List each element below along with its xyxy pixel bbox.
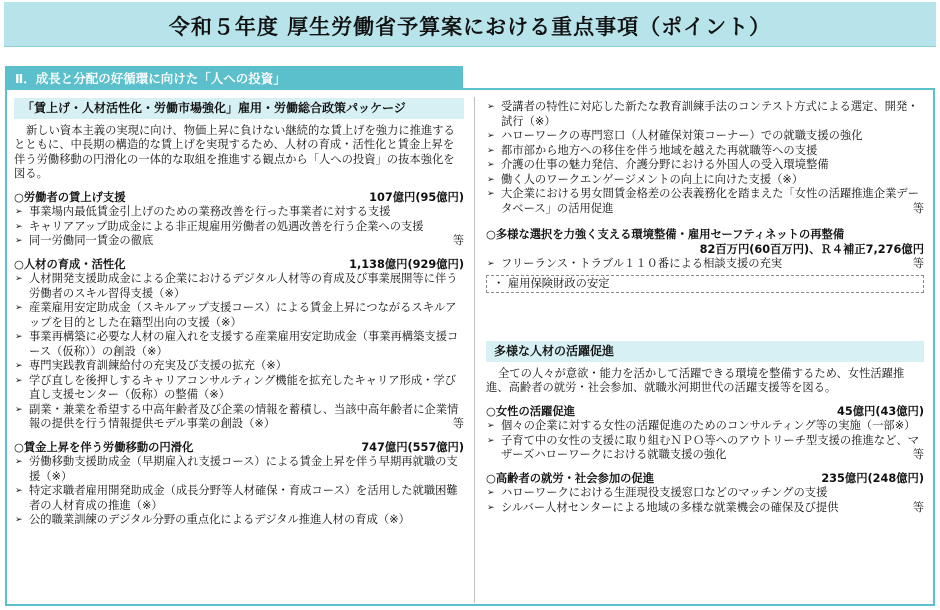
item-title: ○多様な選択を力強く支える環境整備・雇用セーフティネットの再整備 xyxy=(486,228,845,241)
page-title: 令和５年度 厚生労働省予算案における重点事項（ポイント） xyxy=(168,15,772,39)
item-header-training xyxy=(14,258,464,273)
list-item: ➢ ハローワークの専門窓口（人材確保対策コーナー）での就職支援の強化 xyxy=(487,129,863,142)
item-amount: 235億円(248億円) xyxy=(821,471,924,485)
item-list-training xyxy=(14,272,464,432)
arrow-bullet-icon: ➢ xyxy=(487,189,495,199)
item-header-mobility xyxy=(14,441,464,456)
item-amount: 45億円(43億円) xyxy=(837,404,924,418)
list-item: ➢ 事業再構築に必要な人材の雇入れを支援する産業雇用安定助成金（事業再構築支援コース（仮称））の創設（※） xyxy=(15,330,459,358)
arrow-bullet-icon: ➢ xyxy=(15,274,23,284)
list-item: ➢ 個々の企業に対する女性の活躍促進のためのコンサルティング等の実施（一部※） xyxy=(487,419,916,432)
list-item: ➢ ハローワークにおける生涯現役支援窓口などのマッチングの支援 xyxy=(487,486,828,499)
arrow-bullet-icon: ➢ xyxy=(15,236,23,246)
list-item: ➢ 副業・兼業を希望する中高年齢者及び企業の情報を蓄積し、当該中高年齢者に企業情報の提供を行う情報提供モデル事業の創設（※） 等 xyxy=(15,402,464,430)
arrow-bullet-icon: ➢ xyxy=(487,502,495,513)
trail-etc: 等 xyxy=(452,234,464,247)
list-item: ➢ 労働移動支援助成金（早期雇入れ支援コース）による賃金上昇を伴う早期再就職の支援（※） xyxy=(15,455,458,483)
list-item: ➢ 子育て中の女性の支援に取り組むＮＰＯ等へのアウトリーチ型支援の推進など、マザーズハローワークにおける就職支援の強化 等 xyxy=(487,433,924,461)
item-title: ○人材の育成・活性化 xyxy=(14,257,126,271)
list-item: ➢ 人材開発支援助成金による企業におけるデジタル人材等の育成及び事業展開等に伴う労働者のスキル習得支援（※） xyxy=(15,272,458,300)
arrow-bullet-icon: ➢ xyxy=(15,404,23,415)
item-list-elderly xyxy=(486,486,924,515)
item-title: ○賃金上昇を伴う労働移動の円滑化 xyxy=(14,440,194,454)
arrow-bullet-icon: ➢ xyxy=(15,303,23,313)
list-item: ➢ 大企業における男女間賃金格差の公表義務化を踏まえた「女性の活躍推進企業データベース」の活用促進 等 xyxy=(487,187,924,215)
left-column xyxy=(14,98,464,528)
arrow-bullet-icon: ➢ xyxy=(487,435,495,446)
list-item: ➢ 都市部から地方への移住を伴う地域を越えた再就職等への支援 xyxy=(487,143,818,157)
arrow-bullet-icon: ➢ xyxy=(15,375,23,386)
item-amount: 107億円(95億円) xyxy=(369,190,464,204)
arrow-bullet-icon: ➢ xyxy=(487,174,495,185)
item-amount: 1,138億円(929億円) xyxy=(349,257,464,271)
package-intro: 新しい資本主義の実現に向け、物価上昇に負けない継続的な賃上げを強力に推進するとともに、中長期の構造的な賃上げを実現するため、人材の育成・活性化と賃金上昇を伴う労働移動の円滑化の一体的な取組を推進する観点から「人への投資」の抜本強化を図る。 xyxy=(14,123,455,180)
item-header-elderly xyxy=(486,472,924,487)
item-amount: 82百万円(60百万円)、Ｒ４補正7,276億円 xyxy=(699,242,924,256)
item-title: ○労働者の賃上げ支援 xyxy=(14,190,126,204)
arrow-bullet-icon: ➢ xyxy=(15,486,23,496)
list-item: ➢ 受講者の特性に対応した新たな教育訓練手法のコンテスト方式による選定、開発・試行（※） xyxy=(487,100,919,128)
right-column xyxy=(486,100,924,515)
arrow-bullet-icon: ➢ xyxy=(487,160,495,170)
continued-list xyxy=(486,100,924,216)
arrow-bullet-icon: ➢ xyxy=(15,457,23,467)
arrow-bullet-icon: ➢ xyxy=(487,488,495,498)
arrow-bullet-icon: ➢ xyxy=(15,361,23,371)
arrow-bullet-icon: ➢ xyxy=(487,145,495,156)
list-item: ➢ 介護の仕事の魅力発信、介護分野における外国人の受入環境整備 xyxy=(487,158,829,171)
arrow-bullet-icon: ➢ xyxy=(487,421,495,431)
list-item: ➢ 働く人のワークエンゲージメントの向上に向けた支援（※） xyxy=(487,172,804,186)
item-header-safety xyxy=(486,228,924,243)
item-amount: 747億円(557億円) xyxy=(361,440,464,454)
arrow-bullet-icon: ➢ xyxy=(487,259,495,269)
item-list-women xyxy=(486,419,924,463)
trail-etc: 等 xyxy=(912,500,924,514)
diverse-intro: 全ての人々が意欲・能力を活かして活躍できる環境を整備するため、女性活躍推進、高齢者の就労・社会参加、就職氷河期世代の活躍支援等を図る。 xyxy=(486,366,905,394)
section-title: Ⅱ．成長と分配の好循環に向けた「人への投資」 xyxy=(15,71,286,86)
item-title: ○女性の活躍促進 xyxy=(486,404,575,418)
section-band xyxy=(5,66,463,88)
column-divider xyxy=(474,97,475,603)
item-list-safety xyxy=(486,257,924,272)
item-header-wage xyxy=(14,191,464,206)
item-list-wage xyxy=(14,205,464,249)
title-band xyxy=(4,2,936,47)
arrow-bullet-icon: ➢ xyxy=(487,102,495,112)
list-item: ➢ 同一労働同一賃金の徹底 等 xyxy=(15,234,464,247)
list-item: ➢ フリーランス・トラブル１１０番による相談支援の充実 等 xyxy=(487,257,924,270)
list-item: ➢ シルバー人材センターによる地域の多様な就業機会の確保及び提供 等 xyxy=(487,500,924,514)
package-header: 「賃上げ・人材活性化・労働市場強化」雇用・労働総合政策パッケージ xyxy=(14,98,464,119)
trail-etc: 等 xyxy=(912,201,924,215)
list-item: ➢ 事業場内最低賃金引上げのための業務改善を行った事業者に対する支援 xyxy=(15,205,391,218)
list-item: ➢ 学び直しを後押しするキャリアコンサルティング機能を拡充したキャリア形成・学び直し支援センター（仮称）の整備（※） xyxy=(15,373,457,401)
arrow-bullet-icon: ➢ xyxy=(15,207,23,217)
list-item: ➢ 特定求職者雇用開発助成金（成長分野等人材確保・育成コース）を活用した就職困難者の人材育成の推進（※） xyxy=(15,484,458,512)
trail-etc: 等 xyxy=(912,257,924,270)
list-item: ➢ キャリアアップ助成金による非正規雇用労働者の処遇改善を行う企業への支援 xyxy=(15,219,424,233)
trail-etc: 等 xyxy=(452,417,464,430)
arrow-bullet-icon: ➢ xyxy=(15,332,23,342)
trail-etc: 等 xyxy=(912,448,924,461)
arrow-bullet-icon: ➢ xyxy=(15,515,23,525)
list-item: ➢ 産業雇用安定助成金（スキルアップ支援コース）による賃金上昇につながるスキルアップを目的とした在籍型出向の支援（※） xyxy=(15,301,457,329)
list-item: ➢ 公的職業訓練のデジタル分野の重点化によるデジタル推進人材の育成（※） xyxy=(15,513,410,526)
item-list-mobility xyxy=(14,455,464,528)
list-item: ➢ 専門実践教育訓練給付の充実及び支援の拡充（※） xyxy=(15,359,287,372)
item-title: ○高齢者の就労・社会参加の促進 xyxy=(486,471,655,485)
item-header-women xyxy=(486,405,924,420)
diverse-header: 多様な人材の活躍促進 xyxy=(486,341,924,362)
arrow-bullet-icon: ➢ xyxy=(15,221,23,232)
arrow-bullet-icon: ➢ xyxy=(487,131,495,141)
dotted-box-item: ・ 雇用保険財政の安定 xyxy=(486,275,924,294)
